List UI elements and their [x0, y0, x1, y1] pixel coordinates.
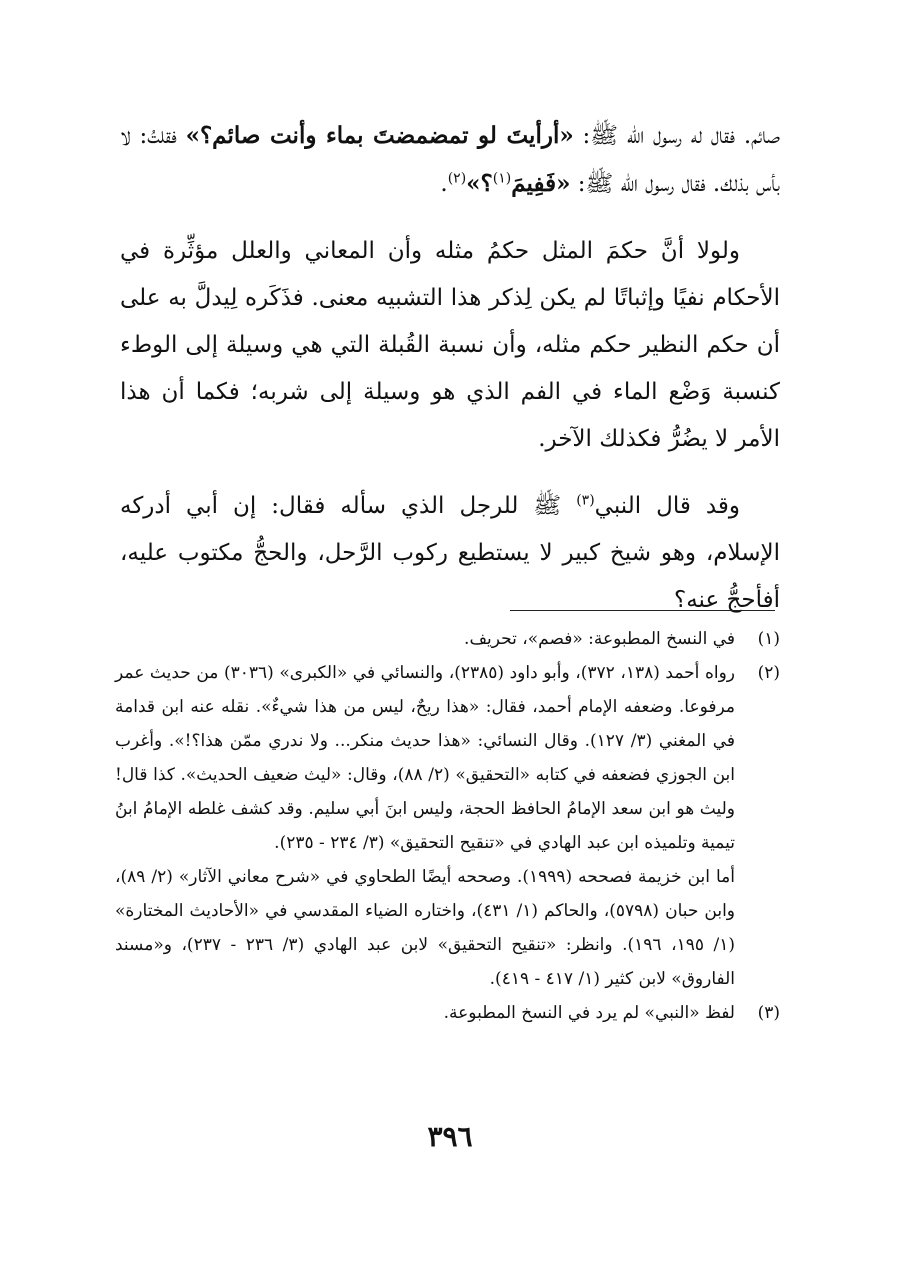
- text-span: ﷺ للرجل الذي سأله فقال: إن أبي أدركه الإسلام، وهو شيخ كبير لا يستطيع ركوب الرَّحل، والحجُّ مكتوب عليه، أفأحجُّ عنه؟: [120, 493, 780, 613]
- footnotes: [115, 622, 780, 1030]
- footnote-separator: [510, 610, 775, 611]
- footnote-text: [115, 996, 735, 1030]
- footnote-ref-2[interactable]: (٢): [447, 170, 467, 187]
- hadith-quote: ؟»: [466, 170, 493, 197]
- main-text: [120, 112, 780, 624]
- text-span: صائم. فقال له رسول الله ﷺ:: [573, 123, 780, 149]
- footnote-paragraph: في النسخ المطبوعة: «فصم»، تحريف.: [464, 629, 735, 649]
- paragraph-2: ولولا أنَّ حكمَ المثل حكمُ مثله وأن المعاني والعلل مؤثِّرة في الأحكام نفيًا وإثباتًا لم يكن لِذكر هذا التشبيه معنى. فذَكَره لِيدلَّ به على أن حكم النظير حكم مثله، وأن نسبة القُبلة التي هي وسيلة إلى الوطء كنسبة وَضْع الماء في الفم الذي هو وسيلة إلى شربه؛ فكما أن هذا الأمر لا يضُرُّ فكذلك الآخر.: [120, 238, 780, 452]
- text-span: .: [440, 171, 448, 197]
- footnote-text: [115, 622, 735, 656]
- page-number: ٣٩٦: [427, 1120, 473, 1153]
- footnote-number: (٣): [757, 1003, 780, 1023]
- hadith-quote: «فَفِيمَ: [511, 170, 571, 197]
- footnote-paragraph: أما ابن خزيمة فصححه (١٩٩٩). وصححه أيضًا الطحاوي في «شرح معاني الآثار» (٢/ ٨٩)، وابن حبان (٥٧٩٨)، والحاكم (١/ ٤٣١)، واختاره الضياء المقدسي في «الأحاديث المختارة» (١/ ١٩٥، ١٩٦). وانظر: «تنقيح التحقيق» لابن عبد الهادي (٣/ ٢٣٦ - ٢٣٧)، و«مسند الفاروق» لابن كثير (١/ ٤١٧ - ٤١٩).: [115, 867, 736, 989]
- footnote-text: [115, 656, 735, 996]
- footnote-ref-3[interactable]: (٣): [576, 492, 595, 509]
- footnote-paragraph: لفظ «النبي» لم يرد في النسخ المطبوعة.: [443, 1003, 735, 1023]
- footnote-3: [115, 996, 780, 1030]
- footnote-1: [115, 622, 780, 656]
- paragraph-3: [120, 483, 780, 624]
- footnote-2: [115, 656, 780, 996]
- footnote-ref-1[interactable]: (١): [492, 170, 512, 187]
- footnote-number: (١): [757, 629, 780, 649]
- footnote-number: (٢): [757, 663, 780, 683]
- paragraph-1: [120, 112, 780, 208]
- hadith-quote: «أرأيتَ لو تمضمضتَ بماء وأنت صائم؟»: [185, 122, 574, 149]
- text-span: فقلتُ: لا بأس بذلك. فقال رسول الله ﷺ:: [120, 123, 780, 197]
- footnote-paragraph: رواه أحمد (١٣٨، ٣٧٢)، وأبو داود (٢٣٨٥)، والنسائي في «الكبرى» (٣٠٣٦) من حديث عمر مرفوعا. وضعفه الإمام أحمد، فقال: «هذا ريحٌ، ليس من هذا شيءٌ». نقله عنه ابن قدامة في المغني (٣/ ١٢٧). وقال النسائي: «هذا حديث منكر... ولا ندري ممّن هذا؟!». وأغرب ابن الجوزي فضعفه في كتابه «التحقيق» (٢/ ٨٨)، وقال: «ليث ضعيف الحديث». كذا قال! وليث هو ابن سعد الإمامُ الحافظ الحجة، وليس ابنَ أبي سليم. وقد كشف غلطه الإمامُ ابنُ تيمية وتلميذه ابن عبد الهادي في «تنقيح التحقيق» (٣/ ٢٣٤ - ٢٣٥).: [115, 663, 736, 853]
- text-span: وقد قال النبي: [594, 493, 740, 519]
